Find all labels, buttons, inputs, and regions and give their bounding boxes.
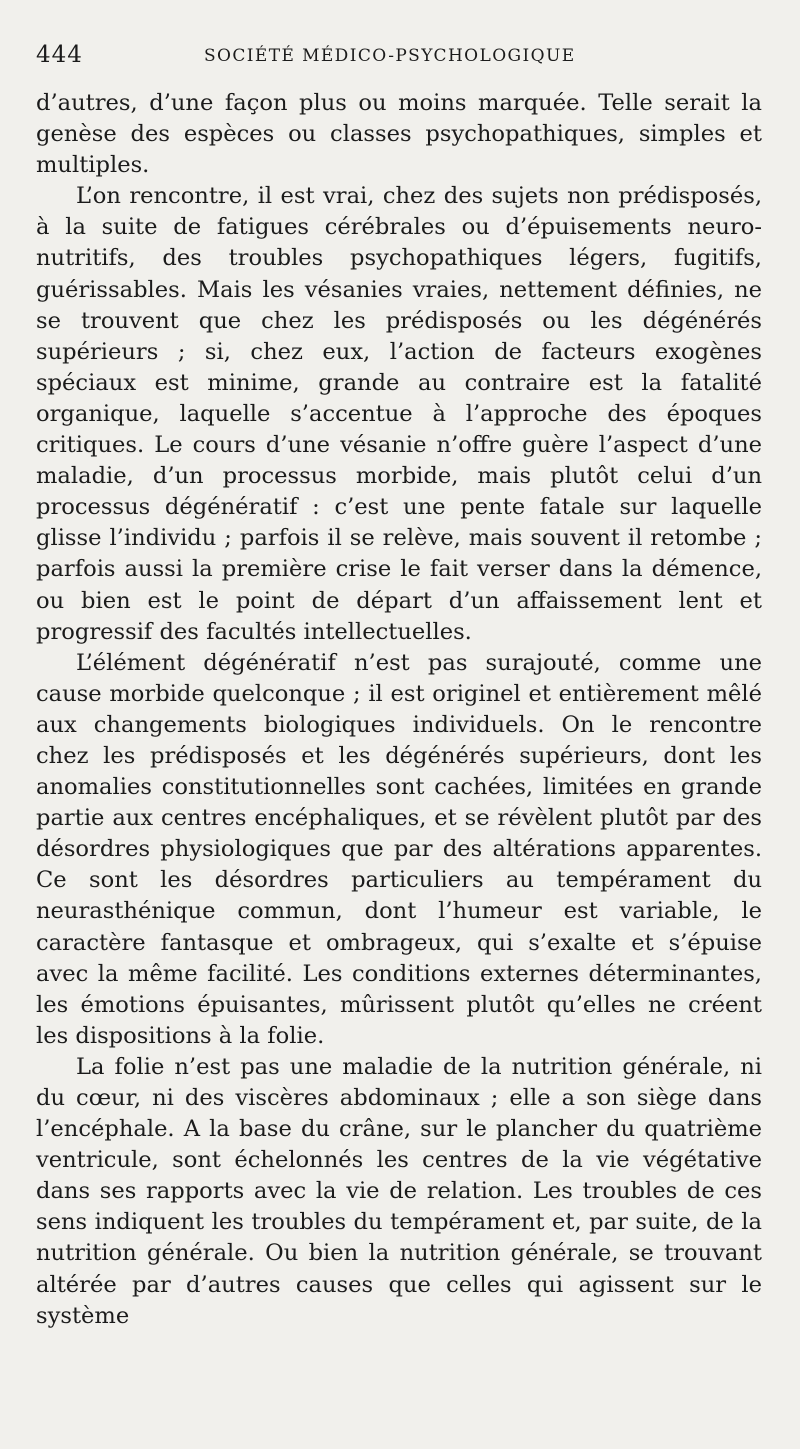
body-text — [36, 88, 762, 1332]
paragraph-continuation: d’autres, d’une façon plus ou moins marquée. Telle serait la genèse des espèces ou classes psychopathiques, simples et multiples. — [36, 90, 762, 179]
paragraph-folly-seat: La folie n’est pas une maladie de la nutrition générale, ni du cœur, ni des viscères abdominaux ; elle a son siège dans l’encéphale. A la base du crâne, sur le plancher du quatrième ventricule, sont échelonnés les centres de la vie végétative dans ses rapports avec la vie de relation. Les troubles de ces sens indiquent les troubles du tempérament et, par suite, de la nutrition générale. Ou bien la nutrition générale, se trouvant altérée par d’autres causes que celles qui agissent sur le système — [36, 1053, 762, 1329]
paragraph-degenerative-element: L’élément dégénératif n’est pas surajouté, comme une cause morbide quelconque ; il est originel et entièrement mêlé aux changements biologiques individuels. On le rencontre chez les prédisposés et les dégénérés supérieurs, dont les anomalies constitutionnelles sont cachées, limitées en grande partie aux centres encéphaliques, et se révèlent plutôt par des désordres physiologiques que par des altérations apparentes. Ce sont les désordres particuliers au tempérament du neurasthénique commun, dont l’humeur est variable, le caractère fantasque et ombrageux, qui s’exalte et s’épuise avec la même facilité. Les conditions externes déterminantes, les émotions épuisantes, mûrissent plutôt qu’elles ne créent les dispositions à la folie. — [36, 649, 762, 1049]
journal-title: SOCIÉTÉ MÉDICO-PSYCHOLOGIQUE — [204, 46, 576, 66]
running-header — [36, 42, 762, 82]
paragraph-predisposition: L’on rencontre, il est vrai, chez des sujets non prédisposés, à la suite de fatigues cérébrales ou d’épuisements neuro-nutritifs, des troubles psychopathiques légers, fugitifs, guérissables. Mais les vésanies vraies, nettement définies, ne se trouvent que chez les prédisposés ou les dégénérés supérieurs ; si, chez eux, l’action de facteurs exogènes spéciaux est minime, grande au contraire est la fatalité organique, laquelle s’accentue à l’approche des époques critiques. Le cours d’une vésanie n’offre guère l’aspect d’une maladie, d’un processus morbide, mais plutôt celui d’un processus dégénératif : c’est une pente fatale sur laquelle glisse l’individu ; parfois il se relève, mais souvent il retombe ; parfois aussi la première crise le fait verser dans la démence, ou bien est le point de départ d’un affaissement lent et progressif des facultés intellectuelles. — [36, 183, 762, 645]
page-number: 444 — [36, 42, 83, 68]
